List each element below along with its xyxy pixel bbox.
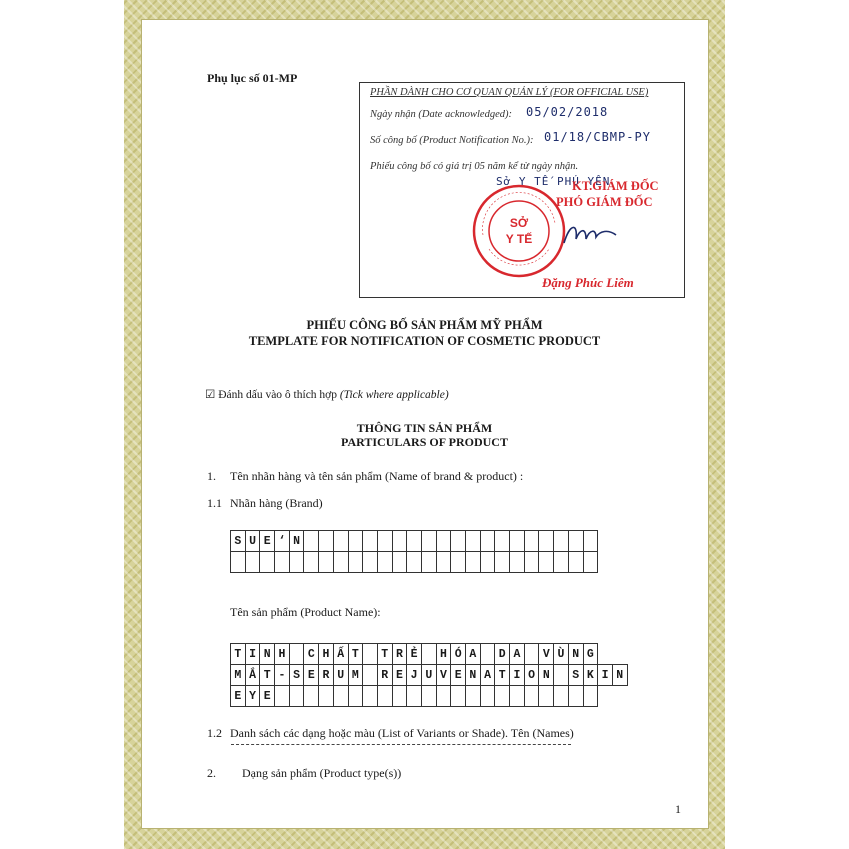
grid-cell xyxy=(568,531,583,552)
grid-cell: A xyxy=(510,644,525,665)
grid-cell: N xyxy=(289,531,304,552)
notification-number-value: 01/18/CBMP-PY xyxy=(544,130,651,144)
grid-cell: A xyxy=(480,665,495,686)
grid-cell xyxy=(466,552,481,573)
item-2-number: 2. xyxy=(207,766,216,780)
grid-cell xyxy=(275,552,290,573)
svg-text:Y TẾ: Y TẾ xyxy=(505,232,533,246)
grid-cell: T xyxy=(377,644,392,665)
grid-cell xyxy=(524,686,539,707)
grid-cell xyxy=(333,686,348,707)
tick-text-en: (Tick where applicable) xyxy=(339,389,449,401)
grid-cell: N xyxy=(612,665,627,686)
grid-cell xyxy=(377,531,392,552)
grid-cell: K xyxy=(583,665,598,686)
grid-cell xyxy=(451,531,466,552)
grid-cell xyxy=(245,552,260,573)
official-box-header: PHẦN DÀNH CHO CƠ QUAN QUẢN LÝ (FOR OFFICIAL USE) xyxy=(370,87,649,98)
grid-cell xyxy=(363,644,378,665)
stamp-title-kt-director: KT.GIÁM ĐỐC xyxy=(572,179,659,193)
grid-row xyxy=(231,686,628,707)
grid-cell: Y xyxy=(245,686,260,707)
grid-cell xyxy=(495,552,510,573)
grid-cell xyxy=(466,531,481,552)
grid-cell xyxy=(407,686,422,707)
product-name-character-grid xyxy=(230,643,628,707)
grid-cell: S xyxy=(231,531,246,552)
grid-cell xyxy=(392,531,407,552)
grid-cell xyxy=(539,686,554,707)
notification-number-label: Số công bố (Product Notification No.): xyxy=(370,135,534,146)
grid-cell: R xyxy=(319,665,334,686)
grid-cell xyxy=(568,552,583,573)
grid-cell: - xyxy=(275,665,290,686)
grid-cell xyxy=(319,686,334,707)
grid-cell xyxy=(289,686,304,707)
grid-cell: R xyxy=(377,665,392,686)
handwritten-note: Sở Y TẾ PHÚ YÊN xyxy=(496,175,611,188)
grid-cell: M xyxy=(231,665,246,686)
grid-cell xyxy=(333,552,348,573)
grid-cell xyxy=(421,644,436,665)
grid-cell: J xyxy=(407,665,422,686)
grid-cell xyxy=(392,552,407,573)
grid-cell xyxy=(304,531,319,552)
grid-cell xyxy=(524,531,539,552)
grid-cell: M xyxy=(348,665,363,686)
grid-cell: Ù xyxy=(554,644,569,665)
checkbox-icon: ☑ xyxy=(205,389,216,401)
signer-name: Đặng Phúc Liêm xyxy=(542,275,634,290)
grid-cell xyxy=(348,531,363,552)
grid-cell xyxy=(260,552,275,573)
grid-cell: T xyxy=(348,644,363,665)
section-title-en: PARTICULARS OF PRODUCT xyxy=(341,435,508,449)
svg-text:SỞ: SỞ xyxy=(509,216,529,230)
grid-cell: Ấ xyxy=(333,644,348,665)
official-use-box xyxy=(359,82,685,298)
grid-cell: E xyxy=(304,665,319,686)
grid-cell: R xyxy=(392,644,407,665)
grid-cell xyxy=(363,552,378,573)
grid-cell xyxy=(554,531,569,552)
grid-cell xyxy=(583,552,598,573)
grid-cell: E xyxy=(392,665,407,686)
grid-cell xyxy=(466,686,481,707)
grid-cell xyxy=(495,531,510,552)
grid-cell xyxy=(524,644,539,665)
grid-cell: I xyxy=(598,665,613,686)
dashed-fill-line xyxy=(231,744,571,745)
grid-cell: Ắ xyxy=(245,665,260,686)
grid-cell xyxy=(568,686,583,707)
item-1-1-text: Nhãn hàng (Brand) xyxy=(230,496,323,510)
grid-cell: D xyxy=(495,644,510,665)
grid-cell: S xyxy=(568,665,583,686)
grid-cell: H xyxy=(436,644,451,665)
date-acknowledged-label: Ngày nhận (Date acknowledged): xyxy=(370,109,513,120)
item-1-2-text: Danh sách các dạng hoặc màu (List of Variants or Shade). Tên (Names) xyxy=(230,726,574,740)
grid-cell xyxy=(436,552,451,573)
grid-cell: U xyxy=(421,665,436,686)
signature xyxy=(560,221,620,251)
grid-cell xyxy=(421,552,436,573)
grid-cell xyxy=(539,552,554,573)
grid-cell: H xyxy=(275,644,290,665)
grid-cell: N xyxy=(466,665,481,686)
grid-cell: T xyxy=(495,665,510,686)
grid-cell xyxy=(539,531,554,552)
grid-cell xyxy=(510,552,525,573)
grid-cell xyxy=(319,531,334,552)
appendix-label: Phụ lục số 01-MP xyxy=(207,71,298,85)
grid-cell xyxy=(510,686,525,707)
grid-cell: E xyxy=(260,531,275,552)
grid-cell xyxy=(421,686,436,707)
grid-cell: E xyxy=(231,686,246,707)
grid-cell xyxy=(348,686,363,707)
grid-cell xyxy=(554,552,569,573)
grid-cell xyxy=(495,686,510,707)
tick-text-vi: Đánh dấu vào ô thích hợp xyxy=(218,389,338,401)
grid-cell: S xyxy=(289,665,304,686)
grid-cell xyxy=(304,686,319,707)
grid-row xyxy=(231,665,628,686)
title-vietnamese: PHIẾU CÔNG BỐ SẢN PHẨM MỸ PHẨM xyxy=(306,318,543,332)
grid-cell: Ẻ xyxy=(407,644,422,665)
grid-row xyxy=(231,531,598,552)
item-1-text: Tên nhãn hàng và tên sản phẩm (Name of brand & product) : xyxy=(230,469,524,483)
stamp-title-deputy-director: PHÓ GIÁM ĐỐC xyxy=(556,195,653,209)
grid-cell: U xyxy=(333,665,348,686)
grid-cell: N xyxy=(539,665,554,686)
grid-cell: I xyxy=(245,644,260,665)
grid-cell xyxy=(363,531,378,552)
grid-cell xyxy=(377,686,392,707)
grid-cell xyxy=(407,552,422,573)
grid-cell: N xyxy=(568,644,583,665)
grid-cell xyxy=(480,531,495,552)
grid-cell xyxy=(304,552,319,573)
grid-cell xyxy=(436,686,451,707)
grid-cell: V xyxy=(539,644,554,665)
item-1-number: 1. xyxy=(207,469,216,483)
grid-cell: I xyxy=(510,665,525,686)
validity-note: Phiếu công bố có giá trị 05 năm kể từ ngày nhận. xyxy=(370,161,579,172)
grid-cell xyxy=(451,686,466,707)
grid-cell xyxy=(407,531,422,552)
grid-cell xyxy=(524,552,539,573)
grid-cell: A xyxy=(466,644,481,665)
item-1-1-number: 1.1 xyxy=(207,496,222,510)
date-acknowledged-value: 05/02/2018 xyxy=(526,105,609,119)
page-number: 1 xyxy=(675,802,681,816)
grid-cell: N xyxy=(260,644,275,665)
grid-cell: U xyxy=(245,531,260,552)
grid-cell xyxy=(421,531,436,552)
grid-cell xyxy=(275,686,290,707)
section-title-vi: THÔNG TIN SẢN PHẨM xyxy=(356,421,493,435)
title-english: TEMPLATE FOR NOTIFICATION OF COSMETIC PRODUCT xyxy=(248,334,601,348)
grid-cell xyxy=(554,665,569,686)
grid-cell: G xyxy=(583,644,598,665)
grid-row xyxy=(231,552,598,573)
grid-cell xyxy=(510,531,525,552)
official-seal xyxy=(471,183,567,279)
grid-cell: O xyxy=(524,665,539,686)
grid-cell xyxy=(554,686,569,707)
grid-cell xyxy=(363,686,378,707)
grid-cell xyxy=(583,686,598,707)
grid-cell: E xyxy=(451,665,466,686)
grid-cell: V xyxy=(436,665,451,686)
grid-cell xyxy=(231,552,246,573)
tick-instruction xyxy=(205,387,449,401)
grid-cell xyxy=(583,531,598,552)
grid-cell xyxy=(392,686,407,707)
grid-cell xyxy=(480,686,495,707)
grid-cell xyxy=(319,552,334,573)
grid-cell: H xyxy=(319,644,334,665)
grid-cell xyxy=(451,552,466,573)
grid-cell xyxy=(480,552,495,573)
grid-cell xyxy=(348,552,363,573)
grid-cell: Ó xyxy=(451,644,466,665)
grid-cell xyxy=(377,552,392,573)
grid-cell xyxy=(289,644,304,665)
grid-cell xyxy=(363,665,378,686)
brand-character-grid xyxy=(230,530,598,573)
grid-cell xyxy=(480,644,495,665)
item-2-text: Dạng sản phẩm (Product type(s)) xyxy=(242,766,402,780)
grid-cell: C xyxy=(304,644,319,665)
grid-row xyxy=(231,644,628,665)
item-1-2-number: 1.2 xyxy=(207,726,222,740)
grid-cell: E xyxy=(260,686,275,707)
grid-cell xyxy=(289,552,304,573)
product-name-label: Tên sản phẩm (Product Name): xyxy=(230,605,381,619)
grid-cell: T xyxy=(260,665,275,686)
grid-cell: ‘ xyxy=(275,531,290,552)
grid-cell xyxy=(436,531,451,552)
grid-cell: T xyxy=(231,644,246,665)
grid-cell xyxy=(333,531,348,552)
